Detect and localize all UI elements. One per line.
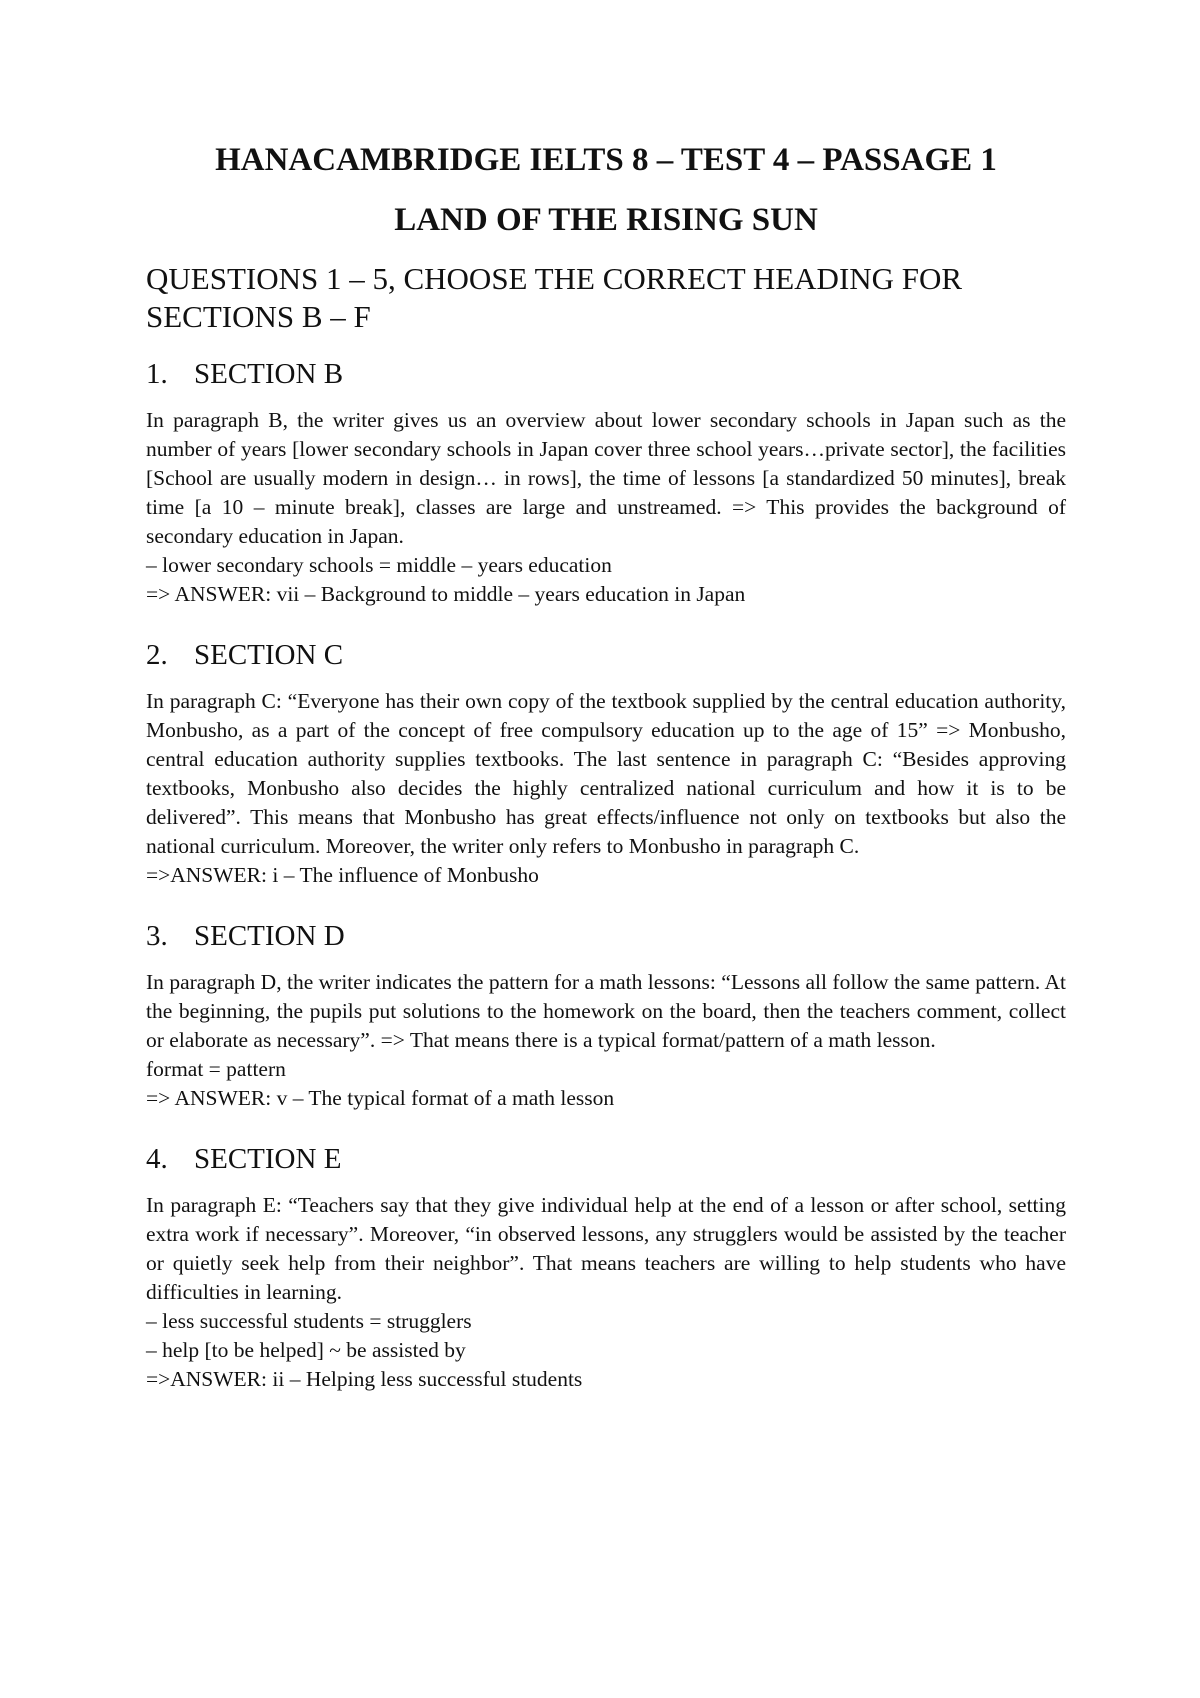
section-note: – lower secondary schools = middle – years education <box>146 553 612 577</box>
section-title: SECTION D <box>194 920 345 952</box>
document-title: HANACAMBRIDGE IELTS 8 – TEST 4 – PASSAGE 1 <box>215 142 997 178</box>
section-number: 4. <box>146 1143 168 1175</box>
section-b <box>146 356 1066 609</box>
section-number: 2. <box>146 639 168 671</box>
passage-title: LAND OF THE RISING SUN <box>394 202 818 238</box>
section-heading <box>146 918 1066 954</box>
section-paragraph: In paragraph B, the writer gives us an overview about lower secondary schools in Japan such as the number of years [lower secondary schools in Japan cover three school years…private sector], the facilities [School are usually modern in design… in rows], the time of lessons [a standardized 50 minutes], break time [a 10 – minute break], classes are large and unstreamed. => This provides the background of secondary education in Japan. <box>146 408 1066 548</box>
section-note: format = pattern <box>146 1057 286 1081</box>
section-answer: =>ANSWER: i – The influence of Monbusho <box>146 863 539 887</box>
section-heading <box>146 356 1066 392</box>
section-answer: => ANSWER: v – The typical format of a math lesson <box>146 1086 615 1110</box>
document-page <box>146 140 1066 1422</box>
section-number: 1. <box>146 358 168 390</box>
section-title: SECTION B <box>194 358 344 390</box>
questions-instruction: QUESTIONS 1 – 5, CHOOSE THE CORRECT HEADING FOR SECTIONS B – F <box>146 261 963 334</box>
section-c <box>146 637 1066 890</box>
section-e <box>146 1141 1066 1394</box>
section-title: SECTION E <box>194 1143 342 1175</box>
section-heading <box>146 1141 1066 1177</box>
section-answer: => ANSWER: vii – Background to middle – years education in Japan <box>146 582 746 606</box>
section-paragraph: In paragraph D, the writer indicates the pattern for a math lessons: “Lessons all follow the same pattern. At the beginning, the pupils put solutions to the homework on the board, then the teachers comment, collect or elaborate as necessary”. => That means there is a typical format/pattern of a math lesson. <box>146 970 1066 1052</box>
section-heading <box>146 637 1066 673</box>
section-note: – help [to be helped] ~ be assisted by <box>146 1338 466 1362</box>
section-paragraph: In paragraph C: “Everyone has their own copy of the textbook supplied by the central education authority, Monbusho, as a part of the concept of free compulsory education up to the age of 15” => Monbusho, central education authority supplies textbooks. The last sentence in paragraph C: “Besides approving textbooks, Monbusho also decides the highly centralized national curriculum and how it is to be delivered”. This means that Monbusho has great effects/influence not only on textbooks but also the national curriculum. Moreover, the writer only refers to Monbusho in paragraph C. <box>146 689 1066 858</box>
section-number: 3. <box>146 920 168 952</box>
section-paragraph: In paragraph E: “Teachers say that they give individual help at the end of a lesson or after school, setting extra work if necessary”. Moreover, “in observed lessons, any strugglers would be assisted by the teacher or quietly seek help from their neighbor”. That means teachers are willing to help students who have difficulties in learning. <box>146 1193 1066 1304</box>
section-note: – less successful students = strugglers <box>146 1309 472 1333</box>
section-title: SECTION C <box>194 639 344 671</box>
section-answer: =>ANSWER: ii – Helping less successful students <box>146 1367 583 1391</box>
section-d <box>146 918 1066 1113</box>
